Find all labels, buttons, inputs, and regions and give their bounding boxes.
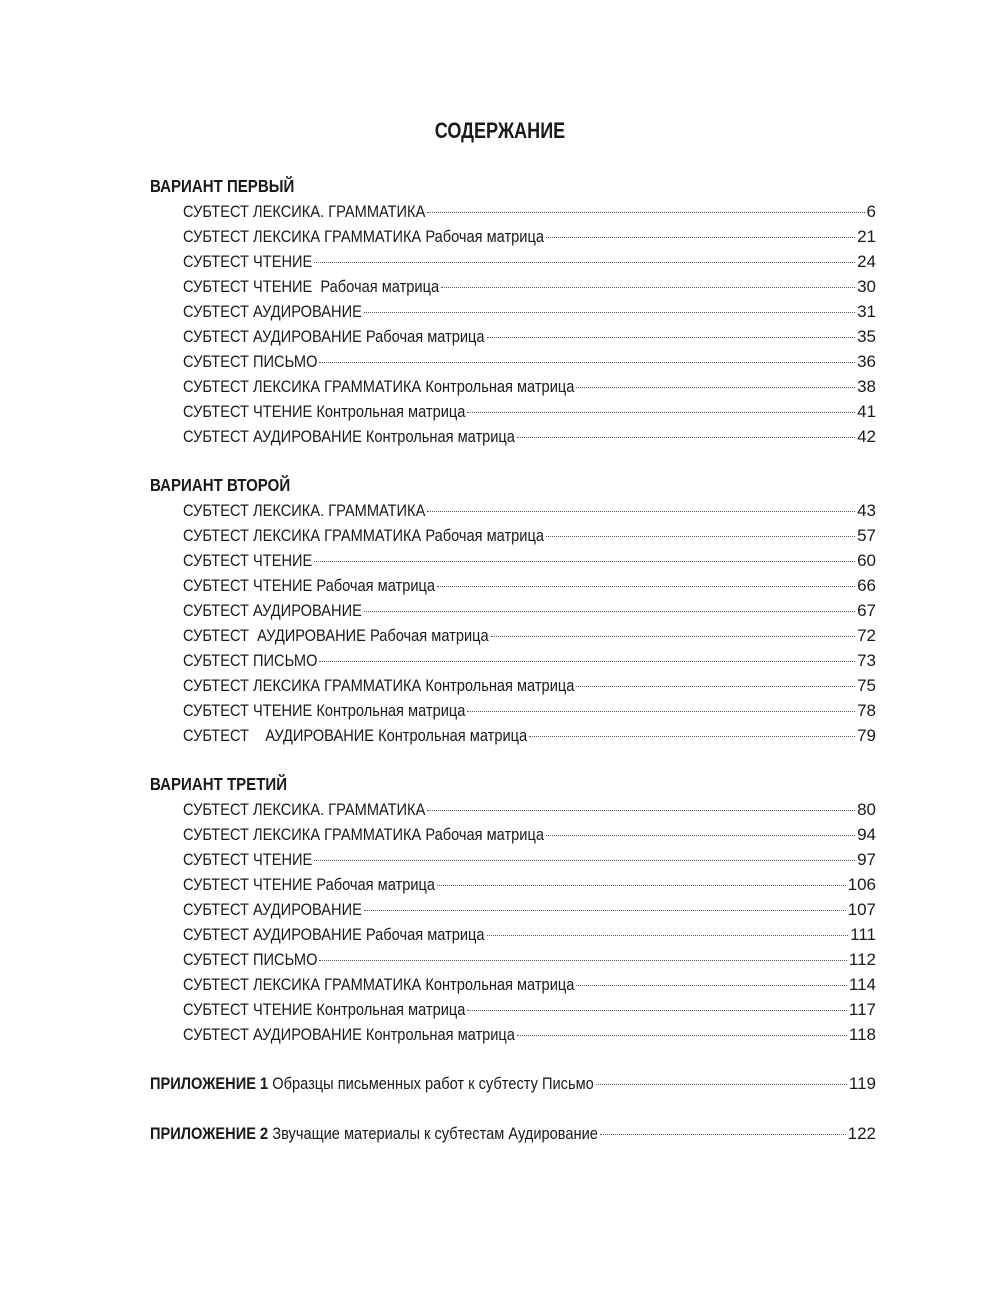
toc-entry[interactable] (150, 972, 876, 997)
dot-leader (314, 860, 855, 861)
page-number: 73 (857, 651, 876, 670)
entry-title: СУБТЕСТ АУДИРОВАНИЕ Контрольная матрица (183, 427, 515, 446)
toc-entry[interactable] (150, 847, 876, 872)
dot-leader (364, 611, 855, 612)
page-number: 78 (857, 701, 876, 720)
entry-title: СУБТЕСТ ЛЕКСИКА ГРАММАТИКА Рабочая матрица (183, 825, 544, 844)
toc-entry[interactable] (150, 199, 876, 224)
dot-leader (529, 736, 855, 737)
page-number: 112 (848, 950, 876, 969)
entry-title: СУБТЕСТ АУДИРОВАНИЕ Контрольная матрица (183, 726, 528, 745)
section-heading: ВАРИАНТ ТРЕТИЙ (150, 774, 288, 794)
page-number: 119 (848, 1074, 876, 1093)
dot-leader (576, 387, 855, 388)
page-number: 38 (857, 377, 876, 396)
toc-entry[interactable] (150, 573, 876, 598)
page-number: 36 (857, 352, 876, 371)
toc-entry[interactable] (150, 374, 876, 399)
page-number: 6 (866, 202, 876, 221)
toc-section (150, 174, 876, 449)
page-number: 117 (848, 1000, 876, 1019)
page-number: 107 (847, 900, 876, 919)
toc-sections (150, 174, 876, 1047)
entry-title: СУБТЕСТ ЛЕКСИКА ГРАММАТИКА Контрольная матрица (183, 975, 575, 994)
toc-entry[interactable] (150, 548, 876, 573)
dot-leader (364, 312, 855, 313)
dot-leader (364, 910, 846, 911)
entry-title: СУБТЕСТ АУДИРОВАНИЕ Рабочая матрица (183, 925, 485, 944)
dot-leader (427, 212, 864, 213)
toc-entry[interactable] (150, 698, 876, 723)
page-number: 60 (857, 551, 876, 570)
dot-leader (600, 1134, 846, 1135)
appendix-entry[interactable] (150, 1121, 876, 1146)
toc-entry[interactable] (150, 349, 876, 374)
dot-leader (437, 885, 846, 886)
toc-entry[interactable] (150, 1022, 876, 1047)
toc-entry[interactable] (150, 872, 876, 897)
entry-title: СУБТЕСТ ЛЕКСИКА ГРАММАТИКА Рабочая матрица (183, 227, 544, 246)
page-number: 30 (857, 277, 876, 296)
dot-leader (487, 935, 849, 936)
toc-appendices (150, 1071, 876, 1146)
page-number: 24 (857, 252, 876, 271)
entry-title: СУБТЕСТ АУДИРОВАНИЕ (183, 601, 362, 620)
dot-leader (319, 362, 855, 363)
entry-title: СУБТЕСТ ПИСЬМО (183, 352, 318, 371)
dot-leader (314, 561, 855, 562)
toc-entry[interactable] (150, 224, 876, 249)
toc-entry[interactable] (150, 997, 876, 1022)
dot-leader (314, 262, 855, 263)
page-number: 67 (857, 601, 876, 620)
dot-leader (596, 1084, 847, 1085)
entry-title: СУБТЕСТ ЧТЕНИЕ (183, 252, 313, 271)
appendix-label: ПРИЛОЖЕНИЕ 2 (150, 1124, 269, 1143)
dot-leader (487, 337, 856, 338)
page-number: 122 (847, 1124, 876, 1143)
dot-leader (546, 835, 855, 836)
entry-title: СУБТЕСТ ЛЕКСИКА ГРАММАТИКА Контрольная матрица (183, 377, 575, 396)
page-number: 41 (857, 402, 876, 421)
page-number: 57 (857, 526, 876, 545)
entry-title: СУБТЕСТ АУДИРОВАНИЕ (183, 302, 362, 321)
appendix-title: Звучащие материалы к субтестам Аудирование (272, 1124, 598, 1143)
entry-title: СУБТЕСТ ЧТЕНИЕ (183, 551, 313, 570)
dot-leader (517, 437, 855, 438)
dot-leader (546, 536, 855, 537)
entry-title: СУБТЕСТ ПИСЬМО (183, 950, 318, 969)
entry-title: СУБТЕСТ ЛЕКСИКА ГРАММАТИКА Рабочая матрица (183, 526, 544, 545)
page-number: 42 (857, 427, 876, 446)
entry-title: СУБТЕСТ АУДИРОВАНИЕ Рабочая матрица (183, 626, 489, 645)
page-number: 75 (857, 676, 876, 695)
dot-leader (576, 985, 847, 986)
dot-leader (467, 711, 855, 712)
toc-entry[interactable] (150, 249, 876, 274)
toc-entry[interactable] (150, 723, 876, 748)
toc-entry[interactable] (150, 673, 876, 698)
page-number: 118 (848, 1025, 876, 1044)
entry-title: СУБТЕСТ АУДИРОВАНИЕ Контрольная матрица (183, 1025, 515, 1044)
page-number: 106 (847, 875, 876, 894)
entry-title: СУБТЕСТ ЛЕКСИКА. ГРАММАТИКА (183, 501, 426, 520)
dot-leader (437, 586, 855, 587)
entry-title: СУБТЕСТ ЛЕКСИКА. ГРАММАТИКА (183, 202, 426, 221)
entry-title: СУБТЕСТ ЛЕКСИКА ГРАММАТИКА Контрольная матрица (183, 676, 575, 695)
entry-title: СУБТЕСТ ПИСЬМО (183, 651, 318, 670)
entry-title: СУБТЕСТ ЧТЕНИЕ Рабочая матрица (183, 875, 436, 894)
entry-title: СУБТЕСТ ЧТЕНИЕ Контрольная матрица (183, 402, 466, 421)
table-of-contents (150, 174, 876, 1146)
page-title: СОДЕРЖАНИЕ (434, 118, 566, 143)
dot-leader (467, 412, 855, 413)
toc-entry[interactable] (150, 623, 876, 648)
page-number: 43 (857, 501, 876, 520)
dot-leader (319, 661, 855, 662)
toc-entry[interactable] (150, 274, 876, 299)
entry-title: СУБТЕСТ ЛЕКСИКА. ГРАММАТИКА (183, 800, 426, 819)
dot-leader (517, 1035, 847, 1036)
dot-leader (319, 960, 846, 961)
dot-leader (467, 1010, 847, 1011)
appendix-entry[interactable] (150, 1071, 876, 1096)
entry-title: СУБТЕСТ ЧТЕНИЕ Контрольная матрица (183, 1000, 466, 1019)
dot-leader (441, 287, 855, 288)
page-number: 72 (857, 626, 876, 645)
section-heading: ВАРИАНТ ПЕРВЫЙ (150, 176, 295, 196)
page-number: 35 (857, 327, 876, 346)
toc-entry[interactable] (150, 897, 876, 922)
dot-leader (491, 636, 855, 637)
toc-section (150, 772, 876, 1047)
page-number: 80 (857, 800, 876, 819)
page-number: 94 (857, 825, 876, 844)
toc-entry[interactable] (150, 324, 876, 349)
toc-entry[interactable] (150, 797, 876, 822)
dot-leader (576, 686, 855, 687)
page-number: 114 (848, 975, 876, 994)
entry-title: СУБТЕСТ ЧТЕНИЕ Контрольная матрица (183, 701, 466, 720)
dot-leader (427, 511, 855, 512)
toc-entry[interactable] (150, 424, 876, 449)
page-number: 111 (850, 925, 876, 944)
toc-entry[interactable] (150, 299, 876, 324)
entry-title: СУБТЕСТ АУДИРОВАНИЕ (183, 900, 362, 919)
page-number: 31 (857, 302, 876, 321)
page-number: 79 (857, 726, 876, 745)
entry-title: СУБТЕСТ ЧТЕНИЕ Рабочая матрица (183, 277, 440, 296)
toc-entry[interactable] (150, 399, 876, 424)
toc-entry[interactable] (150, 523, 876, 548)
entry-title: СУБТЕСТ ЧТЕНИЕ Рабочая матрица (183, 576, 436, 595)
toc-entry[interactable] (150, 947, 876, 972)
appendix-title: Образцы письменных работ к субтесту Письмо (272, 1074, 594, 1093)
entry-title: СУБТЕСТ ЧТЕНИЕ (183, 850, 313, 869)
toc-entry[interactable] (150, 922, 876, 947)
toc-entry[interactable] (150, 822, 876, 847)
appendix-label: ПРИЛОЖЕНИЕ 1 (150, 1074, 269, 1093)
toc-entry[interactable] (150, 648, 876, 673)
toc-entry[interactable] (150, 598, 876, 623)
entry-title: СУБТЕСТ АУДИРОВАНИЕ Рабочая матрица (183, 327, 485, 346)
page-number: 97 (857, 850, 876, 869)
dot-leader (546, 237, 855, 238)
toc-section (150, 473, 876, 748)
dot-leader (427, 810, 855, 811)
toc-entry[interactable] (150, 498, 876, 523)
page-number: 21 (857, 227, 876, 246)
page-number: 66 (857, 576, 876, 595)
section-heading: ВАРИАНТ ВТОРОЙ (150, 475, 291, 495)
